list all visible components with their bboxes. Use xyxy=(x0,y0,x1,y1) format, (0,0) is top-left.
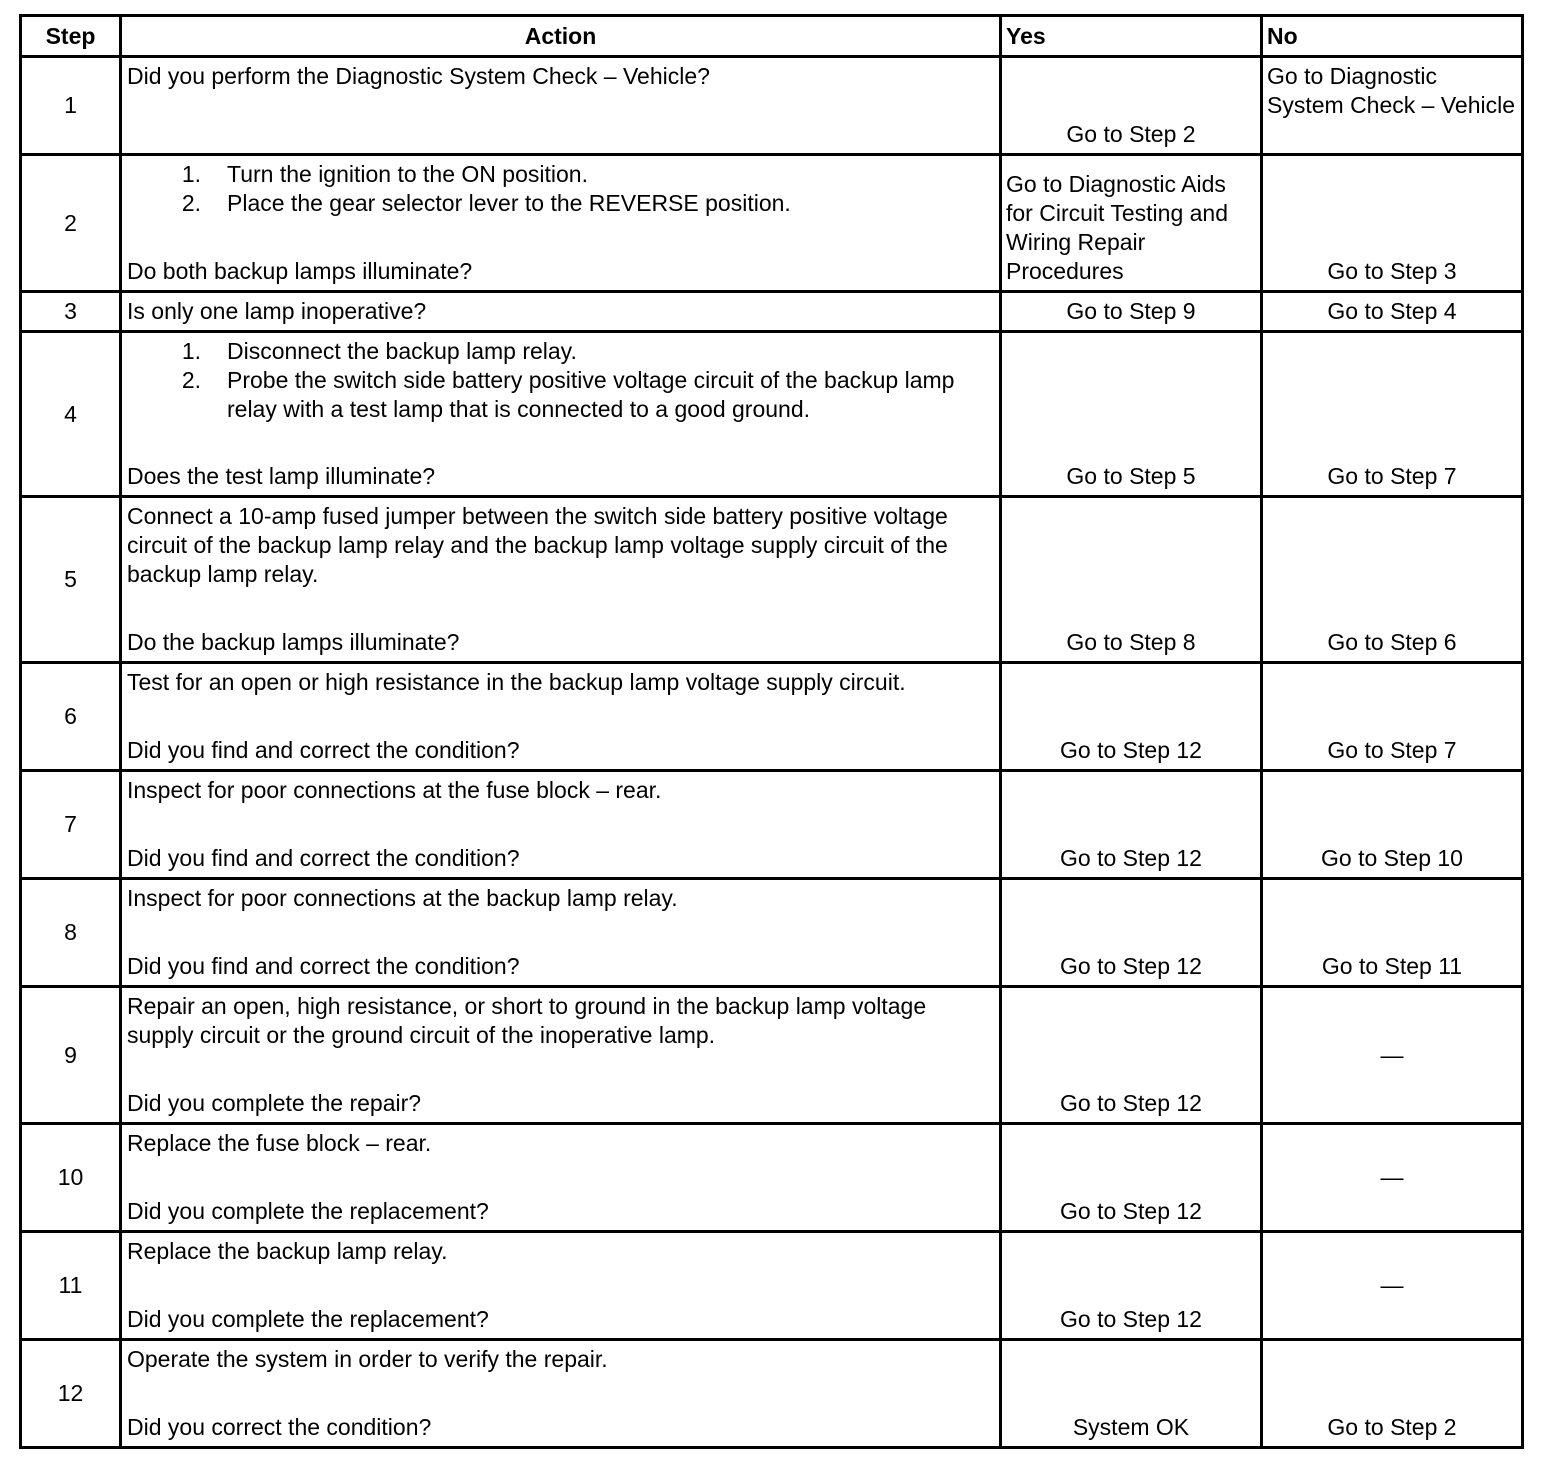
no-cell: Go to Step 3 xyxy=(1262,155,1523,292)
action-question: Does the test lamp illuminate? xyxy=(127,463,436,489)
action-text: Operate the system in order to verify the repair. xyxy=(127,1346,608,1372)
action-question: Did you find and correct the condition? xyxy=(127,845,520,871)
header-yes: Yes xyxy=(1001,16,1262,57)
step-number: 10 xyxy=(21,1124,121,1232)
table-row xyxy=(21,1124,1523,1232)
no-cell: — xyxy=(1262,1232,1523,1340)
action-steps xyxy=(127,160,995,218)
no-cell: Go to Step 11 xyxy=(1262,879,1523,987)
yes-cell: Go to Step 12 xyxy=(1001,1124,1262,1232)
list-item: 1. Disconnect the backup lamp relay. xyxy=(181,338,577,364)
table-row xyxy=(21,155,1523,292)
action-cell xyxy=(121,332,1001,497)
list-item: 2. Probe the switch side battery positive voltage circuit of the backup lamp relay with a test lamp that is connected to a good ground. xyxy=(181,367,955,422)
action-cell xyxy=(121,879,1001,987)
step-number: 5 xyxy=(21,497,121,663)
action-text: Replace the fuse block – rear. xyxy=(127,1130,432,1156)
table-row xyxy=(21,497,1523,663)
header-step: Step xyxy=(21,16,121,57)
action-text: Repair an open, high resistance, or short to ground in the backup lamp voltage supply circuit or the ground circuit of the inoperative lamp. xyxy=(127,993,927,1048)
action-text: Test for an open or high resistance in the backup lamp voltage supply circuit. xyxy=(127,669,906,695)
yes-cell: Go to Diagnostic Aids for Circuit Testing and Wiring Repair Procedures xyxy=(1001,155,1262,292)
step-number: 12 xyxy=(21,1340,121,1448)
action-question: Did you complete the replacement? xyxy=(127,1306,489,1332)
header-action: Action xyxy=(121,16,1001,57)
action-text: Is only one lamp inoperative? xyxy=(127,298,427,324)
action-text: Did you perform the Diagnostic System Check – Vehicle? xyxy=(127,63,710,89)
action-question: Did you complete the replacement? xyxy=(127,1198,489,1224)
step-number: 4 xyxy=(21,332,121,497)
table-row xyxy=(21,292,1523,332)
yes-cell: Go to Step 2 xyxy=(1001,57,1262,155)
yes-cell: Go to Step 12 xyxy=(1001,879,1262,987)
yes-cell: Go to Step 12 xyxy=(1001,987,1262,1124)
yes-cell: Go to Step 5 xyxy=(1001,332,1262,497)
action-cell xyxy=(121,663,1001,771)
table-row xyxy=(21,1232,1523,1340)
yes-cell: System OK xyxy=(1001,1340,1262,1448)
action-question: Did you find and correct the condition? xyxy=(127,737,520,763)
table-row xyxy=(21,987,1523,1124)
no-cell: Go to Step 4 xyxy=(1262,292,1523,332)
no-cell: Go to Diagnostic System Check – Vehicle xyxy=(1262,57,1523,155)
action-text: Inspect for poor connections at the backup lamp relay. xyxy=(127,885,678,911)
no-cell: Go to Step 2 xyxy=(1262,1340,1523,1448)
step-number: 2 xyxy=(21,155,121,292)
table-row xyxy=(21,771,1523,879)
table-row xyxy=(21,663,1523,771)
yes-cell: Go to Step 12 xyxy=(1001,771,1262,879)
action-question: Did you find and correct the condition? xyxy=(127,953,520,979)
step-number: 3 xyxy=(21,292,121,332)
action-question: Did you correct the condition? xyxy=(127,1414,432,1440)
action-cell xyxy=(121,987,1001,1124)
no-cell: Go to Step 7 xyxy=(1262,332,1523,497)
action-cell xyxy=(121,1124,1001,1232)
action-cell xyxy=(121,771,1001,879)
table-row xyxy=(21,1340,1523,1448)
table-row xyxy=(21,879,1523,987)
table-row xyxy=(21,332,1523,497)
yes-cell: Go to Step 9 xyxy=(1001,292,1262,332)
step-number: 7 xyxy=(21,771,121,879)
no-cell: Go to Step 7 xyxy=(1262,663,1523,771)
diagnostic-table xyxy=(19,14,1524,1449)
no-cell: Go to Step 10 xyxy=(1262,771,1523,879)
action-cell xyxy=(121,292,1001,332)
step-number: 1 xyxy=(21,57,121,155)
action-question: Do both backup lamps illuminate? xyxy=(127,258,473,284)
step-number: 8 xyxy=(21,879,121,987)
header-no: No xyxy=(1262,16,1523,57)
table-row xyxy=(21,57,1523,155)
action-question: Did you complete the repair? xyxy=(127,1090,422,1116)
action-steps xyxy=(127,337,995,424)
step-number: 9 xyxy=(21,987,121,1124)
header-row xyxy=(21,16,1523,57)
action-cell xyxy=(121,497,1001,663)
list-item: 1. Turn the ignition to the ON position. xyxy=(181,161,588,187)
action-cell xyxy=(121,1232,1001,1340)
yes-cell: Go to Step 12 xyxy=(1001,663,1262,771)
yes-cell: Go to Step 8 xyxy=(1001,497,1262,663)
action-cell xyxy=(121,57,1001,155)
step-number: 6 xyxy=(21,663,121,771)
action-text: Replace the backup lamp relay. xyxy=(127,1238,448,1264)
action-cell xyxy=(121,1340,1001,1448)
no-cell: — xyxy=(1262,987,1523,1124)
action-question: Do the backup lamps illuminate? xyxy=(127,629,460,655)
action-text: Inspect for poor connections at the fuse block – rear. xyxy=(127,777,662,803)
no-cell: — xyxy=(1262,1124,1523,1232)
list-item: 2. Place the gear selector lever to the REVERSE position. xyxy=(181,190,791,216)
no-cell: Go to Step 6 xyxy=(1262,497,1523,663)
action-cell xyxy=(121,155,1001,292)
step-number: 11 xyxy=(21,1232,121,1340)
action-text: Connect a 10-amp fused jumper between the switch side battery positive voltage circuit of the backup lamp relay and the backup lamp voltage supply circuit of the backup lamp relay. xyxy=(127,503,948,587)
yes-cell: Go to Step 12 xyxy=(1001,1232,1262,1340)
